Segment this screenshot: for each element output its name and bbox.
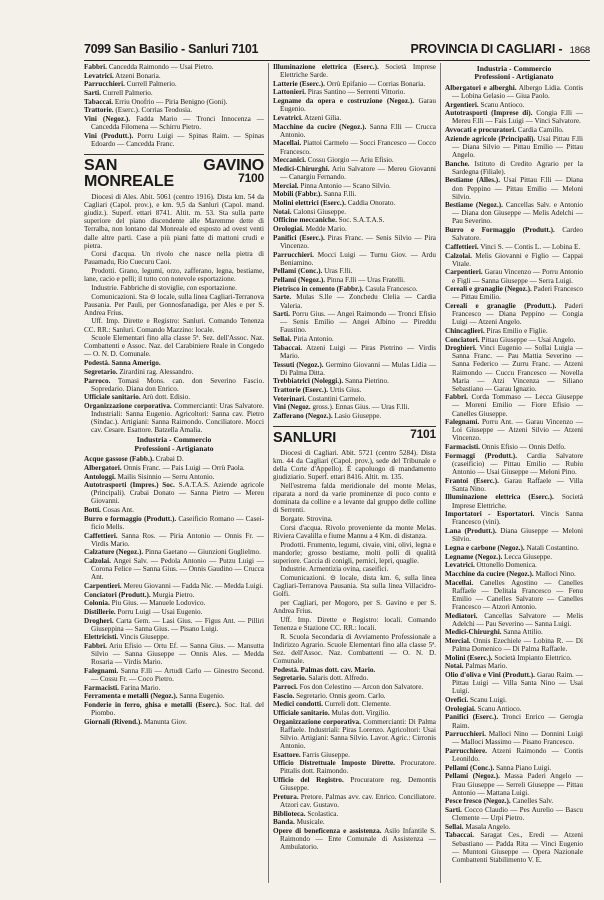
list-item: Macellai. Piattoi Carmelo — Socci Francesco — Cocco Francesco. [273,139,436,156]
list-item: Parrucchieri. Malloci Nino — Donnini Luigi — Malloci Massimo — Pisano Francesco. [445,730,583,747]
col3-entries [445,84,583,864]
list-item: Corsi d'acqua. Rivolo proveniente da monte Melas. Riviera Cavalilla e fiume Mannu a 4 Km. di distanza. [273,523,436,540]
list-item: Macchine da cucire (Negoz.). Sanna F.lli — Crucca Antonio. [273,122,436,139]
list-item: Tabaccai. Erriu Onofrio — Piria Benigno (Goni). [84,97,228,106]
header-right-sep: - [558,42,563,56]
list-item: Mercial. Pinna Antonio — Scano Silvio. [273,181,391,190]
town-code: 7101 [410,427,436,442]
section-heading: Industria - Commercio Professioni - Artigianato [474,64,554,82]
list-item: Frantoi (Eserc.). Garau Raffaele — Villa Santa Nino. [445,476,583,493]
podesta: Podestà. Palmas dott. cav. Mario. [273,665,376,674]
list-item: Parrucchieri. Currell Palmerio. [84,80,177,89]
list-item: Orologiai. Medde Mario. [273,225,347,234]
list-item: Banda. Musicale. [273,818,325,827]
list-item: Pietrisco in cemento (Fabbr.). Casula Francesco. [273,284,418,293]
list-item: Sarti. Cocco Claudio — Pes Aurelio — Bascu Clemente — Urpi Pietro. [445,806,583,823]
list-item: Carpentieri. Mereu Giovanni — Fadda Nic. — Medda Luigi. [84,581,264,590]
list-item: Meccanici. Cossu Giorgio — Ariu Efisio. [273,156,394,165]
list-item: Vini (Negoz. gross.). Ennas Gius. — Uras F.lli. [273,403,410,412]
list-item: Levatrici. Ottonello Domenica. [445,561,537,570]
column-3 [445,63,583,883]
list-item: Cereali e granaglie (Negoz.). Paderi Francesco — Pittau Emilio. [445,285,583,302]
column-2 [273,63,436,883]
list-item: Droghieri. Vinci Eugenio — Sollai Luigia — Sanna Franc. — Pau Mattia Severino — Sanna Federico — Zurru Franc. — Atzeni Raimondo — Cuccu Francesco — Novella Maria — Atzi Vincenza — Siliano Sebastiano — Garau Ignazio. [445,344,583,393]
header-right-title: PROVINCIA DI CAGLIARI [410,42,556,56]
header-right [410,42,590,56]
list-item: Orefici. Scanu Luigi. [445,696,507,705]
list-item: Illuminazione elettrica (Eserc.). Società Imprese Elettriche. [445,493,583,510]
list-item: Drogheri. Carta Gem. — Lasi Gius. — Figus Ant. — Pilliri Giuseppina — Sanna Gius. — Pisano Luigi. [84,616,264,633]
col2-intro [273,449,436,665]
list-item: Pesce fresco (Negoz.). Canelles Salv. [445,797,554,806]
list-item: Organizzazione corporativa. Commercianti: Di Palma Raffaele. Industriali: Piras Lorenzo. Agricoltori: Usai Silvio. Artigiani: Sanna Silvio. Lavor. Agric.: Cirronis Antonio. [273,717,436,750]
town-heading-san-gavino [84,154,264,190]
list-item: Calzolai. Melis Giovanni e Figlio — Cappai Vitale. [445,251,583,268]
list-item: Falegnami. Sanna F.lli — Artudi Carlo — Ginestro Second. — Cossu Fr. — Coco Pietro. [84,667,264,684]
section-heading: Industria - Commercio Professioni - Artigianato [134,435,214,453]
list-item: Medici condotti. Curreli dott. Clemente. [273,700,391,709]
list-item: Distillerie. Porru Luigi — Usai Eugenio. [84,607,203,616]
list-item: Sarti. Porru Gius. — Angei Raimondo — Tronci Efisio — Senis Emilio — Angei Albino — Pireddu Faustino. [273,310,436,335]
list-item: Legna e carbone (Negoz.). Natali Costantino. [445,543,579,552]
list-item: Falegnami. Porru Ant. — Garau Vincenzo — Loi Giuseppe — Atzeni Silvio — Atzeni Vincenzo. [445,418,583,443]
list-item: Fabbri. Corda Tommaso — Lecca Giuseppe — Moreni Emilio — Fiore Efisio — Canelles Giuseppe. [445,393,583,418]
list-item: Sarte. Mulas S.lle — Zonchedu Clelia — Cardia Valeria. [273,293,436,310]
list-item: Segretario. Zirardini rag. Alessandro. [84,367,194,376]
list-item: Tessuti (Negoz.). Germino Giovanni — Mulas Lidia — Di Palma Ditta. [273,360,436,377]
list-item: Ufficio del Registro. Procuratore reg. Demontis Giuseppe. [273,776,436,793]
list-item: Caffettieri. Vinci S. — Contis L. — Lobina E. [445,242,581,251]
col1-officials [84,368,264,435]
list-item: Trattorie (Eserc.). Urtis Gius. [273,386,362,394]
list-item: Pellami (Conc.). Sanna Piano Luigi. [445,763,552,772]
list-item: Molini elettrici (Eserc.). Caddia Onorato. [273,199,396,208]
list-item: Segretario. Salaris dott. Alfredo. [273,674,369,683]
list-item: Burro e Formaggio (Produtt.). Cardeo Salvatore. [445,226,583,243]
list-item: Ferramenta e metalli (Negoz.). Sanna Eugenio. [84,692,225,701]
header-left-code: 7101 [231,42,259,56]
list-item: Comunicazioni. Sta ⊙ locale, sulla linea Cagliari-Terranova Pausania. Per Pauli, per Gonnosfanadiga, per Ales e per S. Andrea Frius. [84,292,264,317]
column-divider [268,63,269,883]
list-item: Macellai. Canelles Agostino — Canelles Raffaele — Delitala Francesco — Fenu Emilio — Canelles Salvatore — Canelles Francesco — Atzori Antonio. [445,578,583,611]
header-page-number: 1868 [569,45,590,56]
list-item: Burro e formaggio (Produtt.). Caseificio Romano — Caseificio Mells. [84,514,264,531]
list-item: Industrie. Fabbriche di stoviglie, con esportazione. [84,283,237,292]
list-item: Conciatori. Pittau Giuseppe — Usai Angelo. [445,335,576,344]
list-item: Zafferano (Negoz.). Lasio Giuseppe. [273,412,382,421]
list-item: Ufficio Distrettuale Imposte Dirette. Procuratore. Pittalis dott. Raimondo. [273,759,436,776]
list-item: Elettricisti. Vincis Giuseppe. [84,633,169,642]
list-item: Parrucchiere. Atzeni Raimondo — Contis Leonildo. [445,746,583,764]
list-item: Ufficiale sanitario. Mulas dott. Virgilio. [273,708,390,717]
list-item: Pellami (Conc.). Uras F.lli. [273,267,353,276]
list-item: Sellai. Masala Angelo. [445,822,511,831]
list-item: Chincaglieri. Piras Emilio e Figlie. [445,326,548,335]
header-left-prefix: 7099 [84,42,111,56]
list-item: Fascio. Segretario. Onnis geom. Carlo. [273,691,386,700]
list-item: Bestiame (Negoz.). Cancellas Salv. e Antonio — Diana don Giuseppe — Melis Adelchi — Pau Severino. [445,201,583,226]
list-item: Officine meccaniche. Soc. S.A.T.A.S. [273,216,385,225]
list-item: Calzolai. Angei Salv. — Pedola Antonio — Putzu Luigi — Corona Felice — Sanna Gius. — Onnis Gaudino — Crucca Ant. [84,557,264,582]
list-item: Fabbri. Ariu Efisio — Ortu Ef. — Sanna Gius. — Mansutta Silvio — Sanna Giuseppe — Onnis Ales. — Medda Rosaria — Virdis Mario. [84,642,264,667]
list-item: Lana (Produtt.). Diana Giuseppe — Meloni Silvio. [445,527,583,544]
list-item: Colonia. Piu Gius. — Manuele Lodovico. [84,599,206,608]
town-code: 7100 [238,171,264,186]
list-item: Banche. Istituto di Credito Agrario per la Sardegna (Filiale). [445,159,583,176]
list-item: Antologgi. Mailis Sisinnio — Serru Antonio. [84,472,215,481]
list-item: Vini (Produtt.). Porru Luigi — Spinas Raim. — Spinas Edoardo — Canceddа Franc. [84,131,264,148]
list-item: Trebbiatrici (Noleggi.). Sanna Pietrino. [273,377,389,386]
list-item: Caffettieri. Sanna Ros. — Piria Antonio — Onnis Fr. — Virdis Mario. [84,531,264,548]
list-item: Farmacisti. Onnis Efisio — Onnis Delfo. [445,443,566,452]
list-item: Argentieri. Scanu Antioco. [445,100,525,109]
list-item: Vini (Negoz.). Faddа Mario — Tronci Innocenza — Canceddа Filomena — Schirru Pietro. [84,115,264,132]
list-item: Acque gassose (Fabb.). Crabai D. [84,455,184,464]
list-item: Autotrasporti (Imprese di). Congia F.lli — Mereu F.lli — Fais Luigi — Vinci Salvatore. [445,109,583,126]
col2-pre-list [273,63,436,420]
list-item: Parroci. Fos don Celestino — Arcon don Salvatore. [273,682,424,691]
list-item: Botti. Cosas Ant. [84,506,134,515]
list-item: Tabaccai. Saragat Ces., Eredi — Atzeni Sebastiano — Padda Rita — Vinci Eugenio — Muntoni Giuseppe — Opera Nazionale Combattenti Stabilimento V. E. [445,831,583,864]
list-item: Albergatori. Onnis Franc. — Pais Luigi — Orrù Paola. [84,463,245,472]
list-item: Fabbri. Canceddа Raimondo — Usai Pietro. [84,63,214,71]
page-header [84,38,590,61]
list-item: Carpentieri. Garau Vincenzo — Porru Antonio e Figli — Sanna Giuseppe — Serra Luigi. [445,268,583,285]
list-item: Veterinari. Costantini Carmelo. [273,394,366,403]
list-item: Mediatori. Cancellas Salvatore — Melis Adelchi — Pau Severino — Sanna Luigi. [445,611,583,628]
list-item: Cereali e granaglie (Produtt.). Paderi Francesco — Diana Peppino — Congia Luigi — Atzeni Angelo. [445,301,583,327]
list-item: Olio d'oliva e Vini (Produtt.). Garau Raim. — Pittau Luigi — Villa Santa Nino — Usai Luigi. [445,671,583,696]
list-item: Sarti. Currell Palmerio. [84,89,153,98]
list-item: Aziende agricole (Principali). Usai Pittau F.lli — Diana Silvio — Pittau Emilio — Pittau Angelo. [445,134,583,159]
list-item: Pellami (Negoz.). Massa Paderi Angelo — Frau Giuseppe — Serreli Giuseppe — Pittau Antonio — Mattana Luigi. [445,772,583,797]
town-name: SAN GAVINO MONREALE [84,157,264,191]
list-item: Parrucchieri. Mocci Luigi — Turnu Giov. — Ardu Beniamino. [273,250,436,267]
list-item: Prodotti. Grano, legumi, orzo, zafferano, legna, bestiame, lane, cacio e pelli; il tutto con notevole esportazione. [84,267,264,284]
list-item: Illuminazione elettrica (Eserc.). Società Imprese Elettriche Sarde. [273,63,436,80]
list-item: Giornali (Rivend.). Manunta Giov. [84,717,187,726]
list-item: Trattorie. (Eserc.). Corrias Teodosia. [84,106,193,115]
list-item: Comunicazioni. ⊙ locale, dista km. 6, sulla linea Cagliari-Terranova Pausania. Sta sulla linea Villacidro-Golfi. [273,574,436,599]
list-item: Diocesi di Ales. Abit. 5061 (centro 1916). Dista km. 54 da Cagliari (Capol. prov.), e km. 9,5 da Sanluri (Capol. mand. giudiz.). Superf. ettari 8741. Altit. m. 53. Sta sulla parte superiore del piano discendente alle Maremme dette di Terralba, non lontano dal Monreale ed esposto ad ovest venti dalle altre parti. Case a più piani fatte di mattoni crudi e pietra. [84,193,264,250]
list-item: Molini (Eserc.). Società Impianto Elettrico. [445,653,572,662]
header-left-title: San Basilio - Sanluri [113,42,229,56]
column-divider [440,63,441,883]
town-heading-sanluri [273,426,436,446]
list-item: Esattore. Farris Giuseppe. [273,750,350,759]
list-item: Importatori - Esportatori. Vincis Sanna Francesco (vini). [445,510,583,527]
list-item: Medici-Chirurghi. Sanna Attilio. [445,628,543,637]
list-item: Borgate. Strovina. [273,515,333,524]
list-item: Mercial. Onnis Ezechiele — Lobina R. — Di Palma Domenico — Di Palma Raffaele. [445,637,583,654]
list-item: Lattonieri. Piras Santino — Serrenti Vittorio. [273,88,406,97]
list-item: Diocesi di Cagliari. Abit. 5721 (centro 5284). Dista km. 44 da Cagliari (Capol. prov.), sede del Tribunale e della Corte d'Appello). È capoluogo di mandamento giudiziario. Superf. ettari 8416. Altit. m. 135. [273,449,436,482]
list-item: Corsi d'acqua. Un rivolo che nasce nella pietra di Pauamadu, Rio Cuecuru Caoi. [84,250,264,267]
list-item: Pretura. Pretore. Palmas avv. cav. Enrico. Conciliatore. Atzori cav. Gustavo. [273,792,436,809]
list-item: Bestiame (Alles.). Usai Pittau F.lli — Diana don Peppino — Pittau Emilio — Meloni Silvio. [445,176,583,201]
list-item: Scuole Elementari fino alla classe 5ª. Sez. dell'Assoc. Naz. Combattenti e Assoc. Naz. del Carabiniere Reale in Congedo — O. N. D. Comunale. [84,334,264,359]
list-item: Panifici (Eserc.). Piras Franc. — Senis Silvio — Pira Vincenzo. [273,233,436,250]
list-item: Albergatori e alberghi. Albergo Lidia. Contis — Lobina Gelasio — Giua Paolo. [445,83,583,100]
list-item: Formaggi (Produtt.). Cardia Salvatore (caseificio) — Pittau Emilio — Rubiu Antonio — Usai Giuseppe — Meloni Pino. [445,451,583,476]
list-item: Opere di beneficenza e assistenza. Asilo Infantile S. Raimondo — Ente Comunale di Assistenza — Ambulatorio. [273,827,436,852]
col1-pre-list [84,63,264,148]
col1-entries [84,455,264,726]
header-left [84,42,258,56]
list-item: Nell'estrema falda meridionale del monte Melas, riparata a nord da varie prominenze di poco conto e dominata da colline e a levante dal gruppo delle colline di Serrenti. [273,482,436,515]
list-item: R. Scuola Secondaria di Avviamento Professionale a Indirizzo Agrario. Scuole Elementari fino alla classe 5ª. Sez. dell'Assoc. Naz. Combattenti — O. N. D. Comunale. [273,632,436,665]
list-item: Pellami (Negoz.). Pinna F.lli — Uras Fratelli. [273,276,405,285]
list-item: Levatrici. Atzeni Bonaria. [84,71,161,80]
list-item: Organizzazione corporativa. Commercianti: Uras Salvatore. Industriali: Sanna Eugenio. Agricoltori: Sanna cav. Pietro (Sindac.). Artigiani: Sanna Raimondo. Conciliatore. Mocci cav. Cesare. Esattore. Batzella Amalia. [84,401,264,435]
col2-officials [273,674,436,851]
list-item: Conciatori (Produtt.). Murgia Pietro. [84,590,195,599]
list-item: Mobili (Fabbr.). Sanna F.lli. [273,190,357,199]
list-item: Calzature (Negoz.). Pinna Gaetano — Giunzioni Guglielmo. [84,548,261,557]
column-1 [84,63,264,883]
list-item: Uff. Imp. Dirette e Registro: locali. Comando Tenenza e Stazione CC. RR.: locali. [273,615,436,632]
list-item: Macchine da cucire (Negoz.). Malloci Nino. [445,569,576,578]
list-item: Orologiai. Scanu Antioco. [445,704,522,713]
list-item: Farmacisti. Farina Mario. [84,683,161,692]
town-name: SANLURI [273,430,337,447]
col1-intro [84,193,264,358]
list-item: Panifici (Eserc.). Tronci Enrico — Gerogia Raim. [445,713,583,730]
list-item: Notai. Palmas Mario. [445,662,508,671]
list-item: per Cagliari, per Mogoro, per S. Gavino e per S. Andrea Frius. [273,599,436,616]
list-item: Medici-Chirurghi. Ariu Salvatore — Mereu Giovanni — Canargiu Fernando. [273,164,436,181]
podesta: Podestà. Sanna Amerigo. [84,359,161,368]
list-item: Latterie (Eserc.). Orrù Epifanio — Corrias Bonaria. [273,79,426,88]
list-item: Industrie. Armentizia ovina, caseifici. [273,565,389,574]
list-item: Legname (Negoz.). Lecca Giuseppe. [445,552,552,561]
list-item: Autotrasporti (Impres.) Soc. S.A.T.A.S. Aziende agricole (Principali). Crabai Donato — Sanna Pietro — Mereu Giovanni. [84,481,264,506]
list-item: Fonderie in ferro, ghisa e metalli (Eserc.). Soc. Ital. del Piombo. [84,701,264,718]
list-item: Avvocati e procuratori. Cardia Camillo. [445,126,564,135]
list-item: Tabaccai. Atzeni Luigi — Piras Pietrino — Virdis Mario. [273,343,436,360]
list-item: Prodotti. Frumento, legumi, civaie, vini, olivi, legna e mandorle; grosso bestiame, molti polli di qualità superiore. Caccia di conigli, pernici, lepri, quaglie. [273,540,436,565]
list-item: Notai. Calonsi Giuseppe. [273,207,347,216]
list-item: Levatrici. Atzeni Gilia. [273,113,342,122]
list-item: Biblioteca. Scolastica. [273,809,339,818]
list-item: Sellai. Piria Antonio. [273,335,334,344]
list-item: Ufficiale sanitario. Arù dott. Edisio. [84,393,191,402]
list-item: Parroco. Tomasi Mons. can. don Severino Fascio. Sopredario. Diana don Enrico. [84,376,264,393]
list-item: Uff. Imp. Dirette e Registro: Sanluri. Comando Tenenza CC. RR.: Sanluri. Comando Mazzino: locale. [84,317,264,334]
list-item: Legname da opera e costruzione (Negoz.). Garau Eugenio. [273,97,436,114]
